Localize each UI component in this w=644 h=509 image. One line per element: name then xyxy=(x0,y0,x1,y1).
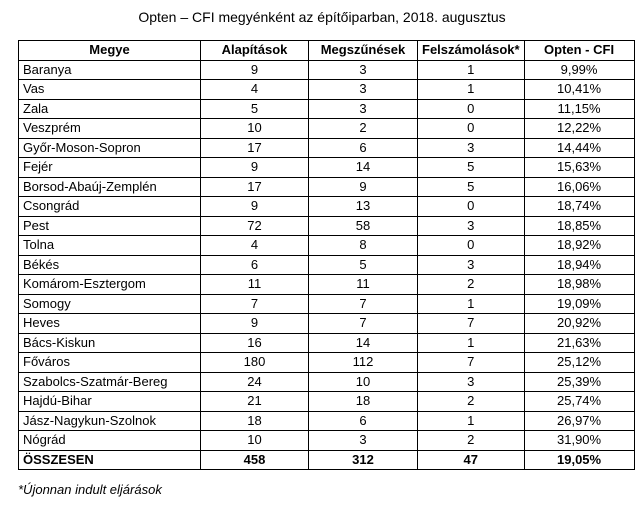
table-row xyxy=(19,372,635,392)
closures-cell: 2 xyxy=(309,119,418,139)
table-row xyxy=(19,294,635,314)
liquidations-cell: 7 xyxy=(418,314,525,334)
liquidations-cell: 0 xyxy=(418,99,525,119)
cfi-cell: 18,74% xyxy=(524,197,634,217)
liquidations-cell: 1 xyxy=(418,333,525,353)
table-row xyxy=(19,158,635,178)
foundings-cell: 24 xyxy=(201,372,309,392)
table-body xyxy=(19,60,635,470)
total-row xyxy=(19,450,635,470)
closures-cell: 7 xyxy=(309,314,418,334)
county-cell: Borsod-Abaúj-Zemplén xyxy=(19,177,201,197)
county-cell: Békés xyxy=(19,255,201,275)
county-cell: Pest xyxy=(19,216,201,236)
county-cell: Veszprém xyxy=(19,119,201,139)
footnote: *Újonnan indult eljárások xyxy=(18,482,162,497)
cfi-cell: 19,05% xyxy=(524,450,634,470)
closures-cell: 13 xyxy=(309,197,418,217)
foundings-cell: 9 xyxy=(201,60,309,80)
page-title: Opten – CFI megyénként az építőiparban, 2018. augusztus xyxy=(138,9,506,25)
county-cell: Győr-Moson-Sopron xyxy=(19,138,201,158)
closures-cell: 3 xyxy=(309,80,418,100)
liquidations-cell: 1 xyxy=(418,80,525,100)
foundings-cell: 4 xyxy=(201,80,309,100)
county-cell: Somogy xyxy=(19,294,201,314)
liquidations-cell: 7 xyxy=(418,353,525,373)
table-row xyxy=(19,314,635,334)
column-header-county: Megye xyxy=(19,41,201,61)
closures-cell: 9 xyxy=(309,177,418,197)
foundings-cell: 9 xyxy=(201,197,309,217)
county-cell: Jász-Nagykun-Szolnok xyxy=(19,411,201,431)
county-cell: Heves xyxy=(19,314,201,334)
table-row xyxy=(19,333,635,353)
foundings-cell: 180 xyxy=(201,353,309,373)
cfi-cell: 16,06% xyxy=(524,177,634,197)
table-row xyxy=(19,255,635,275)
cfi-cell: 18,98% xyxy=(524,275,634,295)
closures-cell: 3 xyxy=(309,99,418,119)
county-cell: Csongrád xyxy=(19,197,201,217)
table-row xyxy=(19,236,635,256)
closures-cell: 11 xyxy=(309,275,418,295)
foundings-cell: 72 xyxy=(201,216,309,236)
table-header-row xyxy=(19,41,635,61)
cfi-cell: 20,92% xyxy=(524,314,634,334)
column-header-foundings: Alapítások xyxy=(201,41,309,61)
county-cell: Bács-Kiskun xyxy=(19,333,201,353)
table-row xyxy=(19,431,635,451)
foundings-cell: 17 xyxy=(201,177,309,197)
cfi-cell: 18,85% xyxy=(524,216,634,236)
cfi-cell: 31,90% xyxy=(524,431,634,451)
liquidations-cell: 5 xyxy=(418,158,525,178)
county-cell: Főváros xyxy=(19,353,201,373)
cfi-cell: 21,63% xyxy=(524,333,634,353)
cfi-cell: 11,15% xyxy=(524,99,634,119)
closures-cell: 58 xyxy=(309,216,418,236)
closures-cell: 7 xyxy=(309,294,418,314)
liquidations-cell: 3 xyxy=(418,255,525,275)
county-cell: Fejér xyxy=(19,158,201,178)
closures-cell: 6 xyxy=(309,411,418,431)
foundings-cell: 4 xyxy=(201,236,309,256)
county-cell: Zala xyxy=(19,99,201,119)
cfi-cell: 18,92% xyxy=(524,236,634,256)
closures-cell: 14 xyxy=(309,158,418,178)
table-row xyxy=(19,60,635,80)
column-header-closures: Megszűnések xyxy=(309,41,418,61)
liquidations-cell: 1 xyxy=(418,411,525,431)
closures-cell: 8 xyxy=(309,236,418,256)
cfi-cell: 25,74% xyxy=(524,392,634,412)
foundings-cell: 11 xyxy=(201,275,309,295)
county-cfi-table xyxy=(18,40,635,470)
foundings-cell: 10 xyxy=(201,119,309,139)
cfi-cell: 19,09% xyxy=(524,294,634,314)
county-cell: Szabolcs-Szatmár-Bereg xyxy=(19,372,201,392)
column-header-cfi: Opten - CFI xyxy=(524,41,634,61)
liquidations-cell: 3 xyxy=(418,138,525,158)
foundings-cell: 5 xyxy=(201,99,309,119)
county-cell: Hajdú-Bihar xyxy=(19,392,201,412)
foundings-cell: 18 xyxy=(201,411,309,431)
foundings-cell: 458 xyxy=(201,450,309,470)
cfi-cell: 25,12% xyxy=(524,353,634,373)
closures-cell: 312 xyxy=(309,450,418,470)
county-cell: ÖSSZESEN xyxy=(19,450,201,470)
closures-cell: 6 xyxy=(309,138,418,158)
foundings-cell: 21 xyxy=(201,392,309,412)
liquidations-cell: 3 xyxy=(418,216,525,236)
closures-cell: 18 xyxy=(309,392,418,412)
column-header-liquidations: Felszámolások* xyxy=(418,41,525,61)
county-cell: Tolna xyxy=(19,236,201,256)
table-row xyxy=(19,80,635,100)
closures-cell: 3 xyxy=(309,60,418,80)
liquidations-cell: 5 xyxy=(418,177,525,197)
foundings-cell: 9 xyxy=(201,314,309,334)
county-cell: Vas xyxy=(19,80,201,100)
foundings-cell: 9 xyxy=(201,158,309,178)
county-cell: Nógrád xyxy=(19,431,201,451)
foundings-cell: 7 xyxy=(201,294,309,314)
table-row xyxy=(19,411,635,431)
cfi-cell: 15,63% xyxy=(524,158,634,178)
table-row xyxy=(19,99,635,119)
liquidations-cell: 1 xyxy=(418,294,525,314)
county-cell: Komárom-Esztergom xyxy=(19,275,201,295)
liquidations-cell: 2 xyxy=(418,275,525,295)
cfi-cell: 14,44% xyxy=(524,138,634,158)
county-cell: Baranya xyxy=(19,60,201,80)
cfi-cell: 10,41% xyxy=(524,80,634,100)
liquidations-cell: 1 xyxy=(418,60,525,80)
table-row xyxy=(19,177,635,197)
closures-cell: 14 xyxy=(309,333,418,353)
closures-cell: 10 xyxy=(309,372,418,392)
table-row xyxy=(19,119,635,139)
table-row xyxy=(19,138,635,158)
foundings-cell: 10 xyxy=(201,431,309,451)
cfi-cell: 9,99% xyxy=(524,60,634,80)
closures-cell: 3 xyxy=(309,431,418,451)
liquidations-cell: 0 xyxy=(418,119,525,139)
cfi-cell: 25,39% xyxy=(524,372,634,392)
table-row xyxy=(19,353,635,373)
table-row xyxy=(19,275,635,295)
liquidations-cell: 0 xyxy=(418,197,525,217)
foundings-cell: 17 xyxy=(201,138,309,158)
closures-cell: 5 xyxy=(309,255,418,275)
liquidations-cell: 47 xyxy=(418,450,525,470)
cfi-cell: 12,22% xyxy=(524,119,634,139)
foundings-cell: 16 xyxy=(201,333,309,353)
liquidations-cell: 0 xyxy=(418,236,525,256)
cfi-cell: 18,94% xyxy=(524,255,634,275)
liquidations-cell: 2 xyxy=(418,431,525,451)
liquidations-cell: 3 xyxy=(418,372,525,392)
table-row xyxy=(19,197,635,217)
table-row xyxy=(19,216,635,236)
cfi-cell: 26,97% xyxy=(524,411,634,431)
closures-cell: 112 xyxy=(309,353,418,373)
liquidations-cell: 2 xyxy=(418,392,525,412)
foundings-cell: 6 xyxy=(201,255,309,275)
table-row xyxy=(19,392,635,412)
